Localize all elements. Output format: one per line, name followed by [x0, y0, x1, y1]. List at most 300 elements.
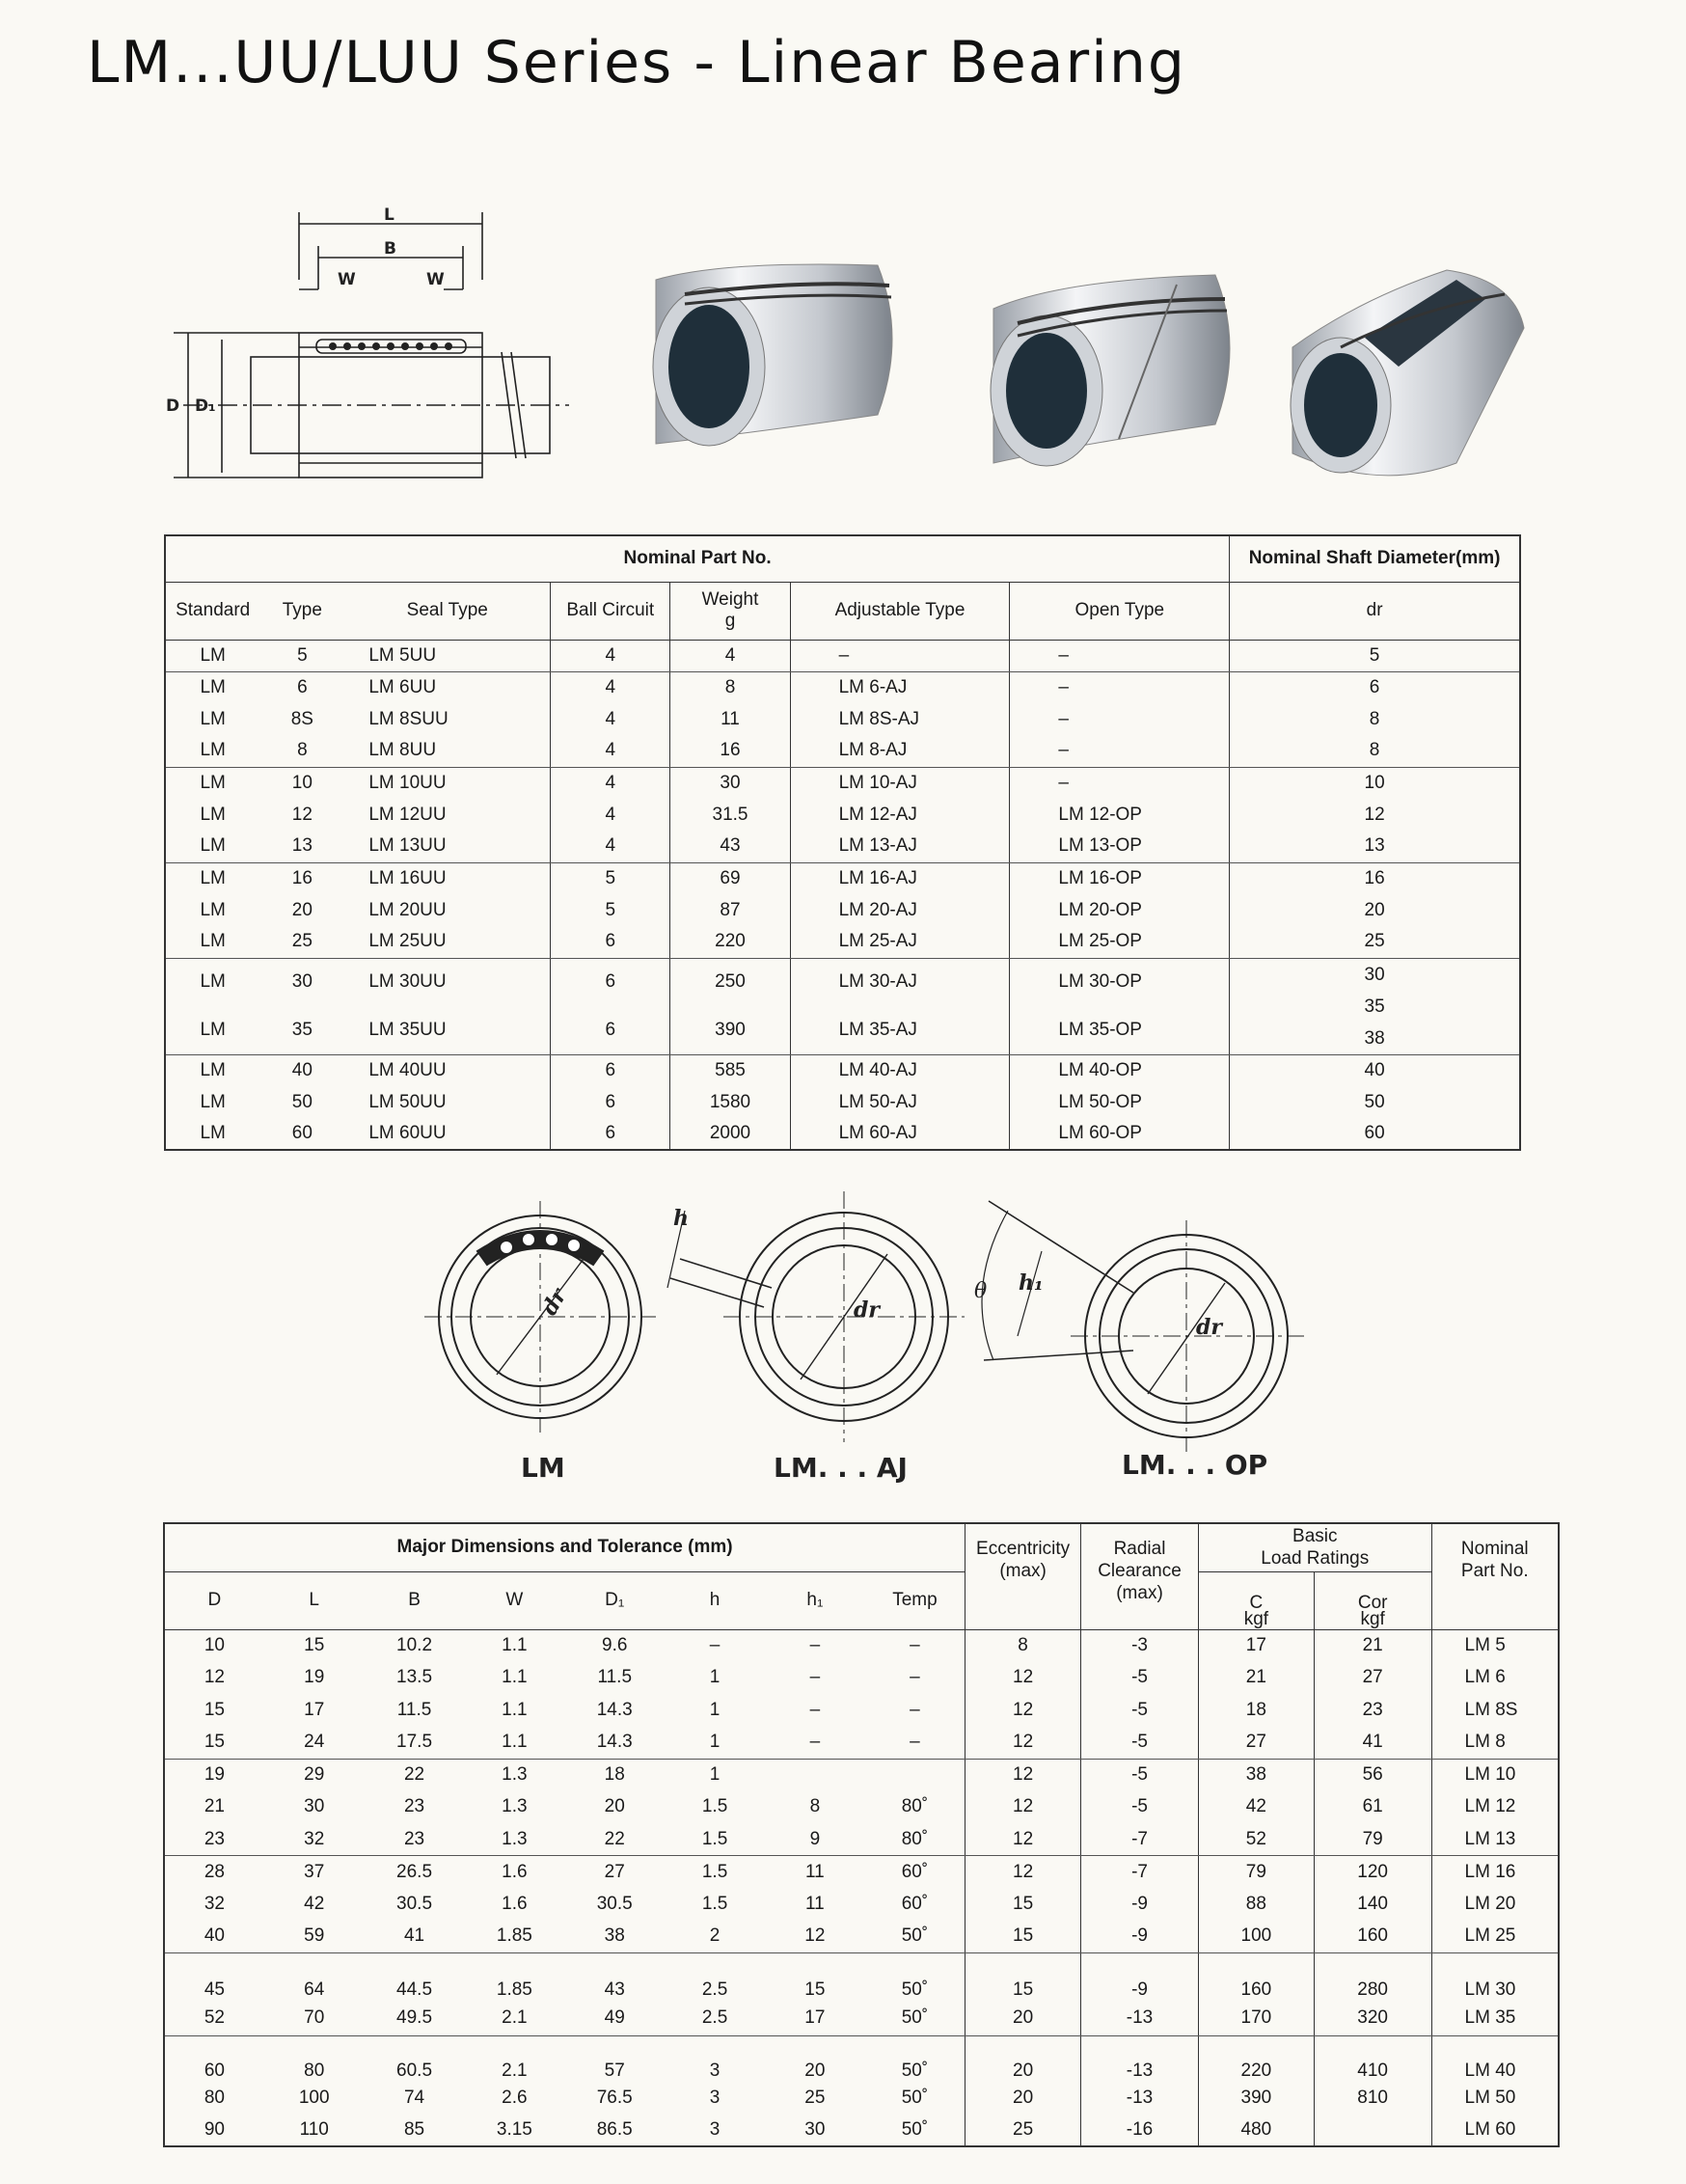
cell-temp: 80˚ — [865, 1791, 965, 1824]
cell-radial-clearance: -7 — [1081, 1823, 1199, 1856]
cell-standard: LM — [200, 1059, 226, 1080]
cell-part-no: LM 30 — [1464, 1979, 1516, 2000]
table-row — [164, 2001, 1559, 2035]
cell-dr: 10 — [1364, 772, 1385, 793]
cell-load-c: 21 — [1198, 1662, 1314, 1695]
cell-h1: 15 — [804, 1979, 826, 2000]
table-row — [164, 1629, 1559, 1662]
cell-standard: LM — [200, 772, 226, 793]
cell-h1: – — [765, 1727, 865, 1760]
cell-L: 110 — [264, 2115, 365, 2147]
cell-W: 1.6 — [502, 1861, 528, 1882]
cell-adjustable-type: LM 10-AJ — [790, 767, 1010, 799]
cell-eccentricity: 20 — [965, 2035, 1081, 2082]
cell-B: 49.5 — [365, 2001, 465, 2035]
cell-h1: 11 — [805, 1861, 825, 1882]
cell-type: 6 — [297, 676, 308, 697]
dr-stack-value: 35 — [1364, 996, 1385, 1017]
cell-W: 1.3 — [464, 1823, 564, 1856]
cell-seal-type: LM 12UU — [344, 799, 550, 831]
cell-standard: LM — [200, 1091, 226, 1112]
cell-adjustable-type: LM 60-AJ — [790, 1118, 1010, 1150]
shaft-diameter-header: Nominal Shaft Diameter(mm) — [1230, 535, 1520, 582]
cell-weight: 16 — [670, 735, 790, 767]
label-lm-aj: LM. . . AJ — [774, 1452, 908, 1484]
col-D: D — [164, 1571, 264, 1629]
cell-temp: 60˚ — [865, 1888, 965, 1921]
cell-D1: 57 — [604, 2061, 625, 2081]
cell-seal-type: LM 8SUU — [344, 703, 550, 735]
cell-part-no: LM 20 — [1464, 1893, 1516, 1914]
cell-B: 85 — [365, 2115, 465, 2147]
cell-W: 2.1 — [502, 2061, 528, 2081]
cell-W: 1.1 — [502, 1667, 528, 1688]
cell-temp: – — [865, 1694, 965, 1727]
cell-standard: LM — [200, 899, 226, 920]
cell-standard: LM — [200, 804, 226, 825]
cell-adjustable-type: LM 8-AJ — [790, 735, 1010, 767]
table-row — [165, 1054, 1520, 1086]
cell-eccentricity: 15 — [965, 1888, 1081, 1921]
cell-D: 28 — [204, 1861, 225, 1882]
cell-h: 3 — [665, 2115, 765, 2147]
cell-load-c: 52 — [1198, 1823, 1314, 1856]
cell-D: 19 — [204, 1764, 225, 1785]
cell-temp: 50˚ — [865, 1952, 965, 2001]
cell-weight: 31.5 — [670, 799, 790, 831]
cell-part-no: LM 50 — [1464, 2087, 1516, 2108]
cell-radial-clearance: -5 — [1081, 1694, 1199, 1727]
table-row — [165, 862, 1520, 894]
cell-radial-clearance: -5 — [1081, 1759, 1199, 1791]
cell-h1: 8 — [809, 1796, 821, 1817]
cell-radial-clearance: -5 — [1081, 1662, 1199, 1695]
cell-type: 40 — [291, 1059, 313, 1080]
cell-ball-circuit: 6 — [551, 1118, 670, 1150]
cell-temp: 50˚ — [865, 2001, 965, 2035]
cell-D1: 86.5 — [564, 2115, 665, 2147]
cell-D: 21 — [204, 1796, 225, 1817]
dim-label-W1: W — [338, 270, 356, 289]
cell-weight: 43 — [670, 831, 790, 862]
cell-h1 — [765, 1759, 865, 1791]
cell-h1: – — [809, 1667, 821, 1688]
cell-L: 24 — [264, 1727, 365, 1760]
cell-W: 1.3 — [502, 1764, 528, 1785]
cell-load-c: 100 — [1198, 1921, 1314, 1953]
cell-radial-clearance: -5 — [1081, 1727, 1199, 1760]
cell-L: 32 — [264, 1823, 365, 1856]
cell-open-type: LM 35-OP — [1010, 1006, 1230, 1054]
table-row — [164, 2082, 1559, 2115]
cell-B: 13.5 — [396, 1667, 433, 1688]
cell-W: 1.6 — [502, 1893, 528, 1914]
cell-weight: 69 — [670, 862, 790, 894]
cell-ball-circuit: 4 — [551, 640, 670, 671]
cell-radial-clearance: -9 — [1081, 1952, 1199, 2001]
cell-open-type: LM 40-OP — [1010, 1054, 1230, 1086]
cell-type: 10 — [291, 772, 313, 793]
cell-weight: 11 — [670, 703, 790, 735]
cell-eccentricity: 15 — [965, 1952, 1081, 2001]
cell-D1: 76.5 — [596, 2087, 633, 2108]
cell-part-no: LM 16 — [1464, 1861, 1516, 1882]
cell-h: 1 — [709, 1667, 721, 1688]
cell-part-no: LM 8 — [1431, 1727, 1559, 1760]
cell-weight: 87 — [670, 894, 790, 926]
cell-L: 80 — [304, 2061, 325, 2081]
cell-eccentricity: 15 — [965, 1921, 1081, 1953]
cell-D: 80 — [204, 2087, 225, 2108]
cell-dr: 13 — [1230, 831, 1520, 862]
cell-L: 29 — [304, 1764, 325, 1785]
col-standard: Standard — [165, 582, 259, 640]
page-title: LM...UU/LUU Series - Linear Bearing — [87, 29, 1186, 96]
cell-D: 12 — [204, 1667, 225, 1688]
cell-dr: 20 — [1364, 899, 1385, 920]
col-L: L — [264, 1571, 365, 1629]
cell-adjustable-type: LM 50-AJ — [790, 1086, 1010, 1118]
table-row — [164, 1856, 1559, 1889]
bearing-photo-open — [1291, 270, 1524, 476]
cell-part-no: LM 6 — [1464, 1667, 1506, 1688]
cell-temp: – — [865, 1662, 965, 1695]
cell-D1: 11.5 — [597, 1667, 633, 1688]
cell-W: 1.1 — [502, 1635, 528, 1655]
cell-W: 1.85 — [464, 1921, 564, 1953]
cell-weight: 250 — [670, 958, 790, 1006]
cell-B: 23 — [403, 1796, 425, 1817]
col-D1: D₁ — [564, 1571, 665, 1629]
dr-label-op: dr — [1196, 1315, 1222, 1340]
cell-load-c: 220 — [1198, 2035, 1314, 2082]
cell-D1: 38 — [564, 1921, 665, 1953]
cell-h: 3 — [709, 2061, 721, 2081]
cell-weight: 30 — [670, 767, 790, 799]
eccentricity-header: Eccentricity (max) — [965, 1523, 1081, 1629]
cell-W: 1.3 — [502, 1796, 528, 1817]
dim-label-W2: W — [426, 270, 445, 289]
cell-load-c: 390 — [1198, 2082, 1314, 2115]
cell-load-c: 27 — [1198, 1727, 1314, 1760]
cell-h: 1.5 — [701, 1796, 728, 1817]
cell-temp: – — [865, 1629, 965, 1662]
cell-standard: LM — [200, 676, 226, 697]
cell-open-type: – — [1010, 640, 1230, 671]
cell-eccentricity: 12 — [965, 1727, 1081, 1760]
nominal-part-header: Nominal Part No. — [165, 535, 1230, 582]
cell-adjustable-type: LM 16-AJ — [790, 862, 1010, 894]
cell-B: 74 — [403, 2087, 425, 2108]
table-row — [165, 703, 1520, 735]
h-label: h — [673, 1206, 689, 1231]
cell-D: 45 — [204, 1979, 225, 2000]
cell-h: 1 — [665, 1727, 765, 1760]
cell-type: 8S — [290, 708, 313, 729]
cell-B: 41 — [365, 1921, 465, 1953]
cell-type: 35 — [259, 1006, 344, 1054]
cell-eccentricity: 12 — [965, 1791, 1081, 1824]
table-row — [164, 1759, 1559, 1791]
cell-load-cor: 79 — [1314, 1823, 1431, 1856]
col-W: W — [464, 1571, 564, 1629]
cell-h: 1 — [709, 1764, 721, 1785]
table-row — [165, 671, 1520, 703]
cell-type: 25 — [259, 926, 344, 958]
cell-load-cor: 61 — [1314, 1791, 1431, 1824]
nominal-part-table-body — [165, 640, 1520, 1150]
cross-section-lm — [424, 1201, 656, 1433]
cell-W: 1.1 — [464, 1727, 564, 1760]
cell-eccentricity: 12 — [965, 1856, 1081, 1889]
cell-load-cor — [1314, 2115, 1431, 2147]
cell-load-c: 42 — [1198, 1791, 1314, 1824]
cell-adjustable-type: – — [790, 640, 1010, 671]
cell-ball-circuit: 6 — [551, 958, 670, 1006]
cell-dr: 8 — [1369, 708, 1380, 729]
cell-L: 100 — [298, 2087, 330, 2108]
cell-ball-circuit: 4 — [551, 735, 670, 767]
cell-ball-circuit: 4 — [551, 831, 670, 862]
cell-dr-stack — [1230, 958, 1520, 1054]
cell-radial-clearance: -7 — [1081, 1856, 1199, 1889]
cell-B: 26.5 — [396, 1861, 433, 1882]
col-adjustable-type: Adjustable Type — [790, 582, 1010, 640]
col-weight: Weight g — [670, 582, 790, 640]
cell-h1: 20 — [804, 2061, 826, 2081]
cell-temp: 50˚ — [865, 2082, 965, 2115]
cell-load-c: 170 — [1198, 2001, 1314, 2035]
cell-type: 12 — [291, 804, 313, 825]
cell-radial-clearance: -9 — [1081, 1888, 1199, 1921]
cell-weight: 390 — [670, 1006, 790, 1054]
cell-seal-type: LM 35UU — [344, 1006, 550, 1054]
cell-h: 1.5 — [701, 1893, 728, 1914]
cell-ball-circuit: 6 — [551, 1086, 670, 1118]
cell-type: 8 — [259, 735, 344, 767]
cell-load-cor: 21 — [1314, 1629, 1431, 1662]
cell-D: 23 — [164, 1823, 264, 1856]
cell-part-no: LM 8S — [1464, 1699, 1518, 1720]
cell-standard: LM — [165, 1006, 259, 1054]
table-row — [164, 1694, 1559, 1727]
cell-B: 22 — [403, 1764, 425, 1785]
cell-D: 60 — [204, 2061, 225, 2081]
cell-D: 15 — [204, 1699, 225, 1720]
cell-open-type: LM 50-OP — [1010, 1086, 1230, 1118]
cell-part-no: LM 40 — [1464, 2061, 1516, 2081]
cell-h1: – — [809, 1699, 821, 1720]
cell-load-cor: 41 — [1314, 1727, 1431, 1760]
table-row — [164, 1921, 1559, 1953]
cell-L: 30 — [304, 1796, 325, 1817]
cell-L: 70 — [264, 2001, 365, 2035]
cell-part-no: LM 5 — [1464, 1635, 1506, 1655]
cell-part-no: LM 60 — [1431, 2115, 1559, 2147]
cell-load-c: 88 — [1198, 1888, 1314, 1921]
cell-temp: 80˚ — [865, 1823, 965, 1856]
cell-load-c: 79 — [1198, 1856, 1314, 1889]
cell-seal-type: LM 16UU — [344, 862, 550, 894]
cell-W: 1.1 — [502, 1699, 528, 1720]
col-h1: h₁ — [765, 1571, 865, 1629]
cell-eccentricity: 25 — [965, 2115, 1081, 2147]
cell-load-cor: 27 — [1314, 1662, 1431, 1695]
cell-D1: 27 — [604, 1861, 625, 1882]
table-row — [165, 958, 1520, 1006]
cell-ball-circuit: 6 — [551, 1006, 670, 1054]
cell-open-type: LM 30-OP — [1010, 958, 1230, 1006]
cell-D: 40 — [164, 1921, 264, 1953]
cell-dr: 60 — [1230, 1118, 1520, 1150]
cell-open-type: LM 25-OP — [1010, 926, 1230, 958]
cell-open-type: LM 16-OP — [1010, 862, 1230, 894]
cell-weight: 585 — [670, 1054, 790, 1086]
col-cor: Cor kgf — [1314, 1571, 1431, 1629]
table-row — [165, 1118, 1520, 1150]
col-open-type: Open Type — [1010, 582, 1230, 640]
table-row — [164, 1823, 1559, 1856]
cell-ball-circuit: 5 — [551, 894, 670, 926]
dim-label-D1: D₁ — [195, 396, 216, 416]
cell-D1: 43 — [604, 1979, 625, 2000]
cell-standard: LM — [200, 708, 226, 729]
cell-open-type: LM 20-OP — [1010, 894, 1230, 926]
cross-section-lm-aj — [667, 1191, 965, 1442]
cell-h: 2.5 — [665, 2001, 765, 2035]
cell-radial-clearance: -13 — [1081, 2001, 1199, 2035]
cell-W: 1.85 — [496, 1979, 532, 2000]
cell-L: 64 — [304, 1979, 325, 2000]
cell-D1: 49 — [564, 2001, 665, 2035]
cell-eccentricity: 20 — [965, 2001, 1081, 2035]
col-ball-circuit: Ball Circuit — [551, 582, 670, 640]
cell-load-cor: 23 — [1314, 1694, 1431, 1727]
col-temp: Temp — [865, 1571, 965, 1629]
cell-type: 50 — [291, 1091, 313, 1112]
cell-load-cor: 56 — [1314, 1759, 1431, 1791]
cell-B: 10.2 — [396, 1635, 433, 1655]
cell-load-cor: 120 — [1314, 1856, 1431, 1889]
cross-section-lm-op — [982, 1201, 1307, 1452]
radial-clearance-header: Radial Clearance (max) — [1081, 1523, 1199, 1629]
label-lm: LM — [521, 1452, 565, 1484]
cell-radial-clearance: -3 — [1081, 1629, 1199, 1662]
cell-open-type: – — [1010, 735, 1230, 767]
cell-dr: 50 — [1364, 1091, 1385, 1112]
cell-W: 2.1 — [464, 2001, 564, 2035]
table-row — [164, 1662, 1559, 1695]
cell-seal-type: LM 8UU — [344, 735, 550, 767]
col-h: h — [665, 1571, 765, 1629]
cell-B: 44.5 — [396, 1979, 433, 2000]
cell-seal-type: LM 5UU — [344, 640, 550, 671]
cell-D1: 18 — [604, 1764, 625, 1785]
cell-D1: 14.3 — [596, 1699, 633, 1720]
cell-adjustable-type: LM 25-AJ — [790, 926, 1010, 958]
bearing-figures — [145, 203, 1543, 502]
cell-dr: 12 — [1364, 804, 1385, 825]
cell-load-cor: 140 — [1314, 1888, 1431, 1921]
table-row — [164, 1888, 1559, 1921]
col-B: B — [365, 1571, 465, 1629]
dimensions-table — [163, 1522, 1560, 2147]
cell-adjustable-type: LM 30-AJ — [790, 958, 1010, 1006]
cell-h: 2.5 — [701, 1979, 728, 2000]
cell-W: 3.15 — [464, 2115, 564, 2147]
cell-dr: 5 — [1230, 640, 1520, 671]
cell-adjustable-type: LM 13-AJ — [790, 831, 1010, 862]
cell-weight: 220 — [670, 926, 790, 958]
cell-standard: LM — [165, 926, 259, 958]
major-dimensions-header: Major Dimensions and Tolerance (mm) — [164, 1523, 965, 1571]
cell-seal-type: LM 40UU — [344, 1054, 550, 1086]
cell-B: 30.5 — [396, 1893, 433, 1914]
table-row — [165, 894, 1520, 926]
cell-h: 2 — [665, 1921, 765, 1953]
cell-load-c: 480 — [1198, 2115, 1314, 2147]
cell-adjustable-type: LM 35-AJ — [790, 1006, 1010, 1054]
bearing-photo-standard — [653, 264, 892, 446]
table-row — [165, 735, 1520, 767]
cell-load-cor: 160 — [1314, 1921, 1431, 1953]
cell-radial-clearance: -13 — [1081, 2035, 1199, 2082]
cell-h1: 30 — [765, 2115, 865, 2147]
cell-D: 15 — [164, 1727, 264, 1760]
cell-weight: 2000 — [670, 1118, 790, 1150]
cell-load-cor: 280 — [1314, 1952, 1431, 2001]
cell-h: 3 — [709, 2087, 721, 2108]
cell-ball-circuit: 4 — [551, 671, 670, 703]
dr-stack-value: 30 — [1364, 964, 1385, 985]
cell-load-cor: 810 — [1314, 2082, 1431, 2115]
cell-load-c: 160 — [1198, 1952, 1314, 2001]
cell-dr: 16 — [1364, 867, 1385, 888]
dr-stack-value: 38 — [1364, 1027, 1385, 1049]
cell-D1: 30.5 — [596, 1893, 633, 1914]
cell-adjustable-type: LM 8S-AJ — [790, 703, 1010, 735]
theta-label: θ — [974, 1279, 988, 1303]
cell-h: 1.5 — [701, 1861, 728, 1882]
cell-open-type: – — [1010, 671, 1230, 703]
cell-h: 1 — [709, 1699, 721, 1720]
cell-standard: LM — [165, 640, 259, 671]
cell-h1: 11 — [805, 1893, 825, 1914]
cell-eccentricity: 12 — [965, 1694, 1081, 1727]
table-row — [164, 1727, 1559, 1760]
cell-h: – — [709, 1635, 721, 1655]
cell-dr: 25 — [1230, 926, 1520, 958]
cell-eccentricity: 8 — [965, 1629, 1081, 1662]
cell-type: 13 — [259, 831, 344, 862]
nominal-part-no-header: Nominal Part No. — [1431, 1523, 1559, 1629]
cell-seal-type: LM 30UU — [344, 958, 550, 1006]
table-row — [164, 2115, 1559, 2147]
cell-open-type: – — [1010, 703, 1230, 735]
cell-D: 90 — [164, 2115, 264, 2147]
cell-L: 19 — [304, 1667, 325, 1688]
cell-part-no: LM 12 — [1464, 1796, 1516, 1817]
table-row — [164, 1952, 1559, 2001]
cell-D1: 22 — [564, 1823, 665, 1856]
col-type: Type — [259, 582, 344, 640]
cell-adjustable-type: LM 12-AJ — [790, 799, 1010, 831]
cell-standard: LM — [165, 1118, 259, 1150]
cell-open-type: – — [1010, 767, 1230, 799]
dim-label-L: L — [384, 205, 394, 225]
cell-D1: 20 — [604, 1796, 625, 1817]
table-row — [165, 1086, 1520, 1118]
